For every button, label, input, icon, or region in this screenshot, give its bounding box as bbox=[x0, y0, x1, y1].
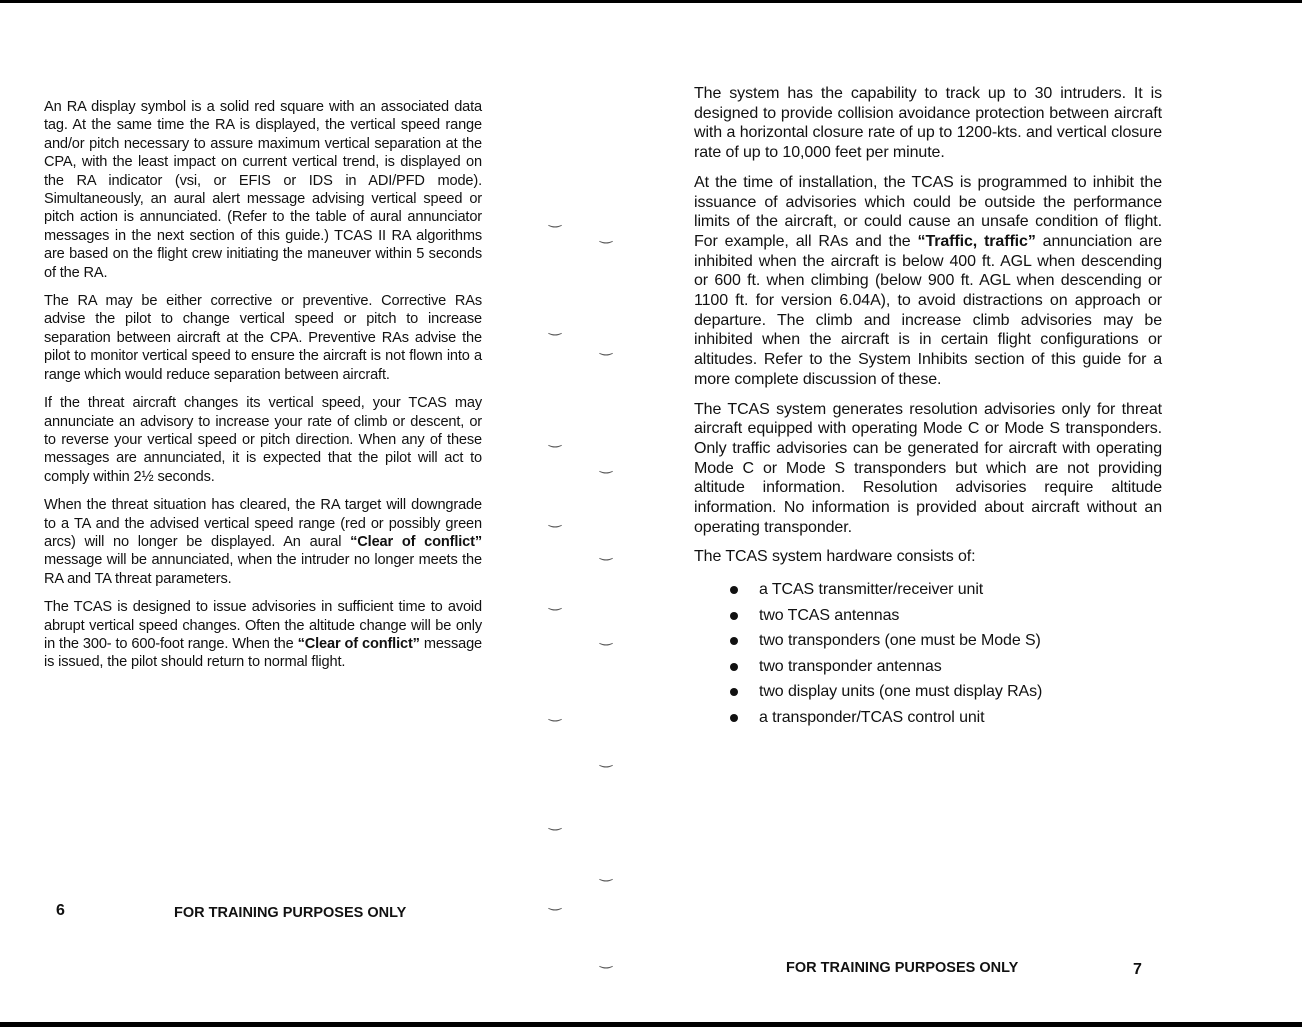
binding-hole-icon: ‿ bbox=[549, 593, 562, 611]
binding-hole-icon: ‿ bbox=[549, 510, 562, 528]
traffic-traffic-text: “Traffic, traffic” bbox=[917, 232, 1036, 250]
binding-hole-icon: ‿ bbox=[549, 210, 562, 228]
binding-hole-icon: ‿ bbox=[600, 750, 613, 768]
clear-of-conflict-text: “Clear of conflict” bbox=[350, 533, 483, 550]
binding-hole-icon: ‿ bbox=[549, 893, 562, 911]
hardware-list bbox=[694, 577, 1162, 730]
list-item: two transponders (one must be Mode S) bbox=[730, 628, 1162, 654]
binding-hole-icon: ‿ bbox=[600, 226, 613, 244]
bullet-icon bbox=[730, 663, 738, 671]
right-page-number: 7 bbox=[1133, 961, 1142, 978]
binding-hole-icon: ‿ bbox=[600, 543, 613, 561]
right-paragraph-2: At the time of installation, the TCAS is programmed to inhibit the issuance of advisories which could be outside the performance limits of the aircraft, or could cause an unsafe condition of flight. For example, all RAs and the “Traffic, traffic” annunciation are inhibited when the aircraft is below 400 ft. AGL when descending or 600 ft. when climbing (below 900 ft. AGL when descending or 1100 ft. for version 6.04A), to avoid distractions on approach or departure. The climb and increase climb advisories may be inhibited when the aircraft is in certain flight configurations or altitudes. Refer to the System Inhibits section of this guide for a more complete discussion of these. bbox=[694, 173, 1162, 388]
left-page-body bbox=[44, 98, 482, 682]
bullet-icon bbox=[730, 637, 738, 645]
right-paragraph-1: The system has the capability to track up to 30 intruders. It is designed to provide collision avoidance protection between aircraft with a horizontal closure rate of up to 1200-kts. and vertical closure rate of up to 10,000 feet per minute. bbox=[694, 85, 1162, 162]
right-page-body bbox=[694, 84, 1162, 730]
left-paragraph-5: The TCAS is designed to issue advisories in sufficient time to avoid abrupt vertical speed changes. Often the altitude change will be only in the 300- to 600-foot range. When the “Clear of conflict” message is issued, the pilot should return to normal flight. bbox=[44, 599, 482, 671]
left-paragraph-1: An RA display symbol is a solid red square with an associated data tag. At the same time the RA is displayed, the vertical speed range and/or pitch necessary to assure maximum vertical separation at the CPA, with the least impact on current vertical trend, is displayed on the RA indicator (vsi, or EFIS or IDS in ADI/PFD mode). Simultaneously, an aural alert message advising vertical speed or pitch action is annunciated. (Refer to the table of aural annunciator messages in the next section of this guide.) TCAS II RA algorithms are based on the flight crew initiating the maneuver within 5 seconds of the RA. bbox=[44, 99, 482, 281]
binding-hole-icon: ‿ bbox=[549, 813, 562, 831]
bullet-icon bbox=[730, 586, 738, 594]
right-paragraph-3: The TCAS system generates resolution advisories only for threat aircraft equipped with operating Mode C or Mode S transponders. Only traffic advisories can be generated for aircraft with operating Mode C or Mode S transponders but which are not providing altitude information. Resolution advisories require altitude information. No information is provided about aircraft without an operating transponder. bbox=[694, 400, 1162, 536]
binding-hole-icon: ‿ bbox=[600, 628, 613, 646]
bullet-icon bbox=[730, 714, 738, 722]
list-item: two TCAS antennas bbox=[730, 603, 1162, 629]
left-page-number: 6 bbox=[56, 902, 65, 919]
binding-hole-icon: ‿ bbox=[600, 951, 613, 969]
list-item: a TCAS transmitter/receiver unit bbox=[730, 577, 1162, 603]
bullet-icon bbox=[730, 688, 738, 696]
left-paragraph-3: If the threat aircraft changes its vertical speed, your TCAS may annunciate an advisory to increase your rate of climb or descent, or to reverse your vertical speed or pitch direction. When any of these messages are annunciated, it is expected that the pilot will act to comply within 2½ seconds. bbox=[44, 395, 482, 485]
list-item: a transponder/TCAS control unit bbox=[730, 705, 1162, 731]
left-page-footer: FOR TRAINING PURPOSES ONLY bbox=[174, 905, 407, 921]
binding-hole-icon: ‿ bbox=[600, 338, 613, 356]
left-paragraph-2: The RA may be either corrective or preventive. Corrective RAs advise the pilot to change vertical speed or pitch to increase separation between aircraft at the CPA. Preventive RAs advise the pilot to monitor vertical speed to ensure the aircraft is not flown into a range which would reduce separation between aircraft. bbox=[44, 293, 482, 383]
binding-hole-icon: ‿ bbox=[600, 864, 613, 882]
right-page-footer: FOR TRAINING PURPOSES ONLY bbox=[786, 960, 1019, 976]
binding-hole-icon: ‿ bbox=[549, 430, 562, 448]
right-paragraph-4: The TCAS system hardware consists of: bbox=[694, 548, 976, 566]
bullet-icon bbox=[730, 612, 738, 620]
binding-hole-icon: ‿ bbox=[600, 456, 613, 474]
bottom-border bbox=[0, 1022, 1302, 1027]
list-item: two transponder antennas bbox=[730, 654, 1162, 680]
list-item: two display units (one must display RAs) bbox=[730, 679, 1162, 705]
clear-of-conflict-text: “Clear of conflict” bbox=[297, 635, 420, 652]
binding-hole-icon: ‿ bbox=[549, 704, 562, 722]
binding-hole-icon: ‿ bbox=[549, 318, 562, 336]
top-border bbox=[0, 0, 1302, 3]
left-paragraph-4: When the threat situation has cleared, the RA target will downgrade to a TA and the advised vertical speed range (red or possibly green arcs) will no longer be displayed. An aural “Clear of conflict” message will be annunciated, when the intruder no longer meets the RA and TA threat parameters. bbox=[44, 497, 483, 587]
